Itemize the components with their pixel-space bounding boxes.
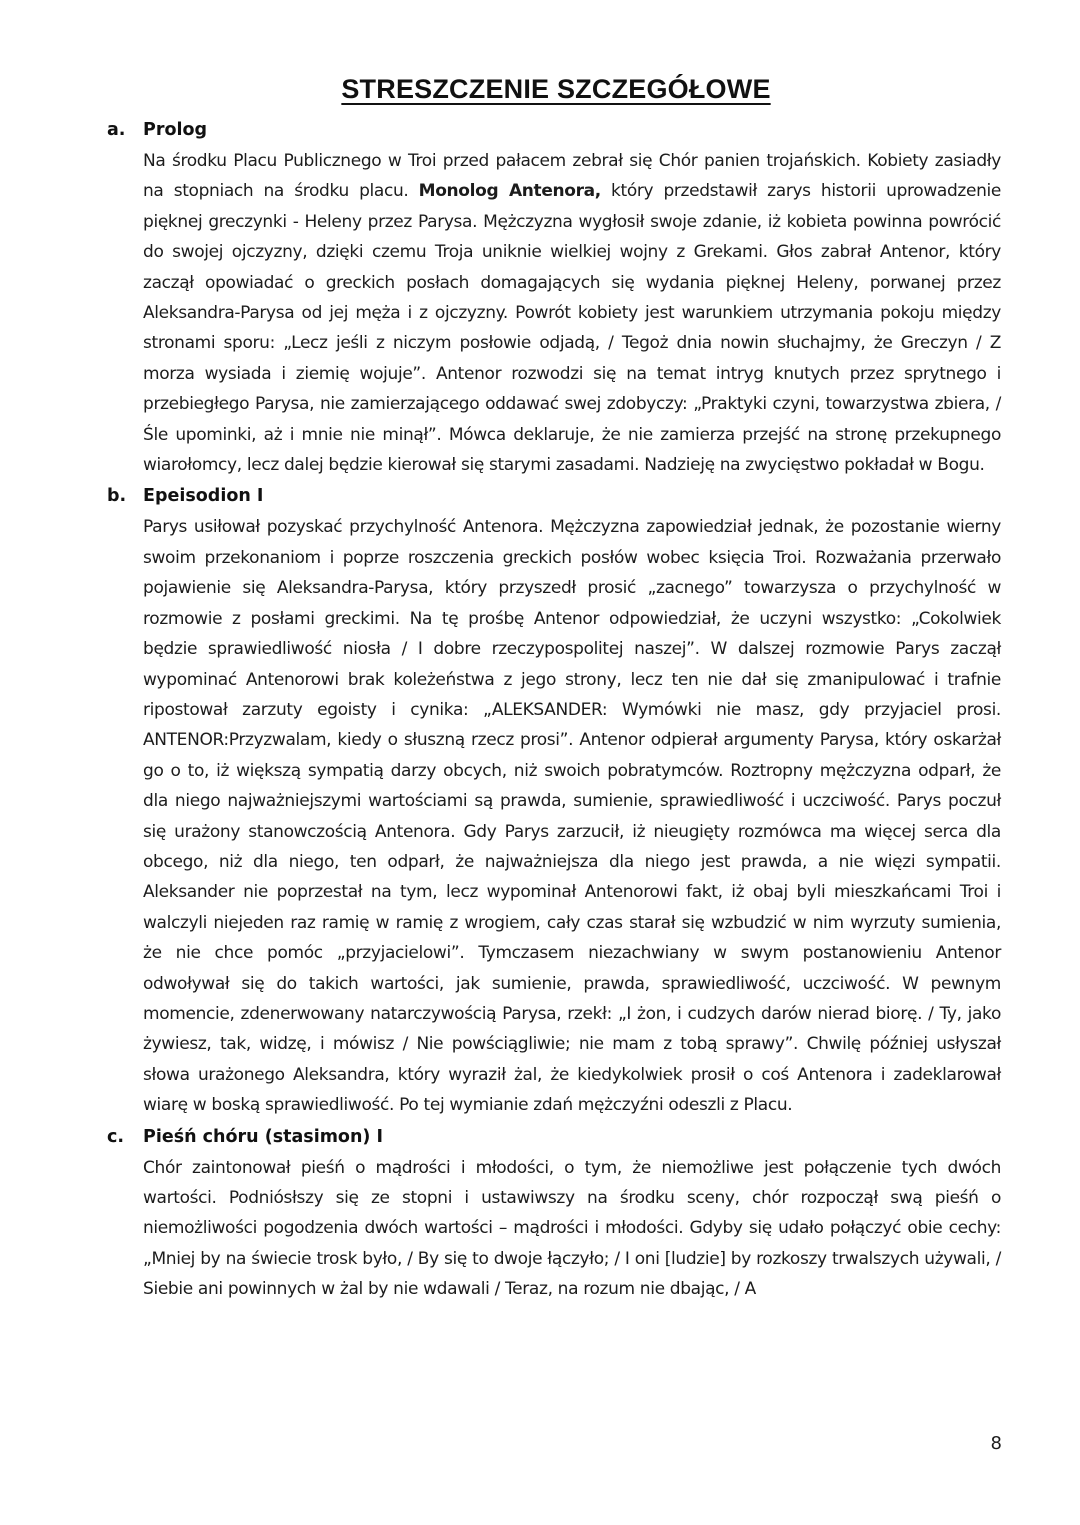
- section-letter: a.: [107, 120, 126, 140]
- section-prolog: [107, 114, 1001, 480]
- section-title: Pieśń chóru (stasimon) I: [143, 1126, 384, 1147]
- section-text: Chór zaintonował pieśń o mądrości i młodości, o tym, że niemożliwe jest połączenie tych dwóch wartości. Podniósłszy się ze stopni i ustawiwszy na środku sceny, chór rozpoczął swą pieśń o niemożliwości pogodzenia dwóch wartości – mądrości i młodości. Gdyby się udało połączyć obie cechy: „Mniej by na świecie trosk było, / By się to dwoje łączyło; / I oni [ludzie] by rozkoszy trwalszych używali, / Siebie ani powinnych w żal by nie wdawali / Teraz, na rozum nie dbając, / A: [143, 1157, 1001, 1300]
- paragraph-text: który przedstawił zarys historii uprowadzenie pięknej greczynki - Heleny przez Parysa. Mężczyzna wygłosił swoje zdanie, iż kobieta powinna powrócić do swojej ojczyzny, dzięki czemu Troja uniknie wielkiej wojny z Grekami. Głos zabrał Antenor, który zaczął opowiadać o greckich posłach domagających się wydania pięknej Heleny, porwanej przez Aleksandra-Parysa od jej męża i z ojczyzny. Powrót kobiety jest warunkiem utrzymania pokoju między stronami sporu: „Lecz jeśli z niczym posłowie odjadą, / Tegoż dnia nowin słuchajmy, że Greczyn / Z morza wysiada i ziemię wojuje”. Antenor rozwodzi się na temat intryg knutych przez sprytnego i przebiegłego Parysa, nie zamierzającego oddawać swej zdobyczy: „Praktyki czyni, towarzystwa zbiera, / Śle upominki, aż i mnie nie minął”. Mówca deklaruje, że nie zamierza przejść na stronę przekupnego wiarołomcy, lecz dalej będzie kierował się starymi zasadami. Nadzieję na zwycięstwo pokładał w Bogu.: [143, 181, 1001, 476]
- section-text: [143, 146, 1001, 480]
- paragraph-text: Na środku Placu Publicznego w Troi przed pałacem zebrał się Chór panien trojańskich. Kobiety zasiadły na stopniach na środku placu.: [143, 151, 1001, 202]
- page-title: STRESZCZENIE SZCZEGÓŁOWE: [341, 74, 771, 104]
- section-text: Parys usiłował pozyskać przychylność Antenora. Mężczyzna zapowiedział jednak, że pozostanie wierny swoim przekonaniom i poprze roszczenia greckich posłów wobec księcia Troi. Rozważania przerwało pojawienie się Aleksandra-Parysa, który przyszedł prosić „zacnego” towarzysza o przychylność w rozmowie z posłami greckimi. Na tę prośbę Antenor odpowiedział, że uczyni wszystko: „Cokolwiek będzie sprawiedliwość niosła / I dobre rzeczypospolitej naszej”. W dalszej rozmowie Parys zaczął wypominać Antenorowi brak koleżeństwa z jego strony, lecz ten nie dał się zmanipulować i trafnie ripostował zarzuty egoisty i cynika: „ALEKSANDER: Wymówki nie masz, gdy przyjaciel prosi. ANTENOR:Przyzwalam, kiedy o słuszną rzecz prosi”. Antenor odpierał argumenty Parysa, który oskarżał go o to, iż większą sympatią darzy obcych, niż swoich pobratymców. Roztropny mężczyzna odparł, że dla niego najważniejszymi wartościami są prawda, sumienie, sprawiedliwość i uczciwość. Parys poczuł się urażony stanowczością Antenora. Gdy Parys zarzucił, iż nieugięty rozmówca ma więcej serca dla obcego, niż dla niego, ten odparł, że najważniejsza dla niego jest prawda, a nie więzi sympatii. Aleksander nie poprzestał na tym, lecz wypominał Antenorowi fakt, iż obaj byli mieszkańcami Troi i walczyli niejeden raz ramię w ramię z wrogiem, cały czas starał się wzbudzić w nim wyrzuty sumienia, że nie chce pomóc „przyjacielowi”. Tymczasem niezachwiany w swym postanowieniu Antenor odwoływał się do takich wartości, jak sumienie, prawda, sprawiedliwość, uczciwość. W pewnym momencie, zdenerwowany natarczywością Parysa, rzekł: „I żon, i cudzych darów nierad biorę. / Ty, jako żywiesz, tak, widzę, i mówisz / Nie powściągliwie; nie mam z tobą sprawy”. Chwilę później usłyszał słowa urażonego Aleksandra, który wyraził żal, że kiedykolwiek prosił o coś Antenora i zadeklarował wiarę w boską sprawiedliwość. Po tej wymianie zdań mężczyźni odeszli z Placu.: [143, 517, 1001, 1116]
- section-title: Prolog: [143, 120, 208, 140]
- section-letter: b.: [107, 486, 127, 507]
- page-number: 8: [990, 1433, 1002, 1454]
- section-heading: [107, 1121, 1001, 1153]
- document-content: [107, 114, 1001, 1305]
- section-title: Epeisodion I: [143, 486, 264, 507]
- section-stasimon-1: [107, 1121, 1001, 1305]
- bold-phrase: Monolog Antenora,: [418, 181, 601, 202]
- section-heading: [107, 480, 1001, 512]
- section-epeisodion-1: [107, 480, 1001, 1120]
- section-letter: c.: [107, 1126, 125, 1147]
- section-heading: [107, 114, 1001, 146]
